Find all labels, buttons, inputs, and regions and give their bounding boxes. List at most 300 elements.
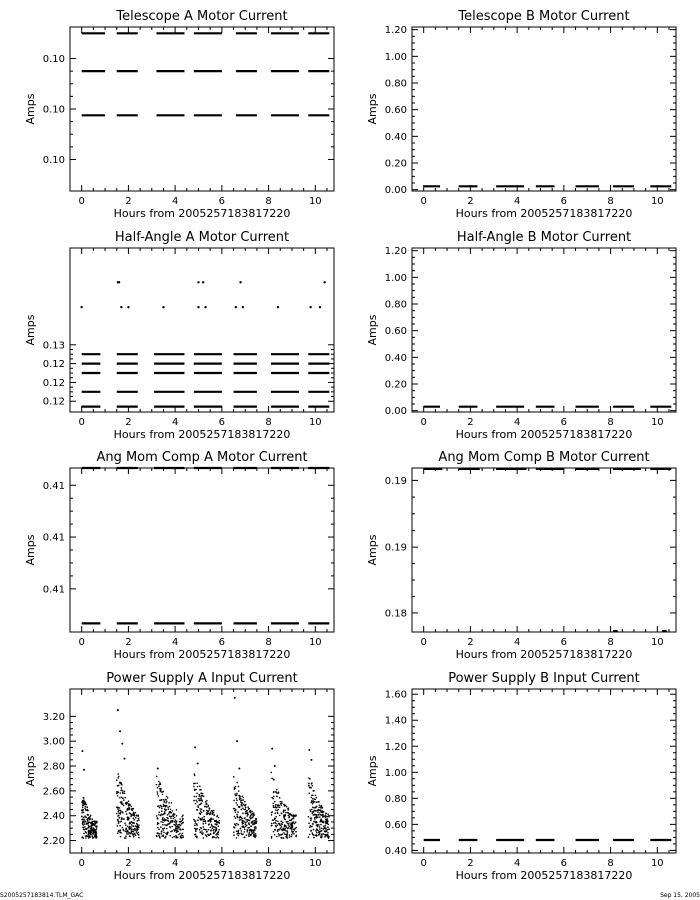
data-point [81,812,83,814]
data-point [197,798,199,800]
data-point [83,827,85,829]
data-point [272,798,274,800]
data-point [204,829,206,831]
data-point [295,836,297,838]
data-point [157,832,159,834]
data-point [124,791,126,793]
data-point [205,834,207,836]
data-point [163,804,165,806]
data-point [167,820,169,822]
data-point [176,823,178,825]
chart-title: Telescope B Motor Current [458,9,630,24]
data-point [271,777,273,779]
data-point [318,831,320,833]
data-point [81,750,83,752]
data-point [199,832,201,834]
data-point [121,803,123,805]
data-point [289,813,291,815]
data-point [202,826,204,828]
data-point [255,835,257,837]
data-point [85,821,87,823]
data-point [323,833,325,835]
data-point [119,817,121,819]
y-tick-label: 0.13 [42,340,65,352]
data-point [281,826,283,828]
data-point [316,832,318,834]
data-point [93,821,95,823]
data-point [236,800,238,802]
data-point [96,827,98,829]
data-point [182,822,184,824]
data-point [82,823,84,825]
data-point [245,807,247,809]
data-point [197,306,199,308]
data-point [291,831,293,833]
data-point [212,827,214,829]
data-point [116,813,118,815]
data-point [239,816,241,818]
x-tick-label: 8 [265,417,272,428]
data-point [203,837,205,839]
data-point [310,830,312,832]
data-point [89,826,91,828]
data-point [124,837,126,839]
data-point [172,810,174,812]
data-point [238,833,240,835]
data-point [164,800,166,802]
data-point [171,826,173,828]
data-point [271,748,273,750]
y-tick-label: 0.60 [384,819,407,831]
data-point [86,819,88,821]
footer-left-text: S2005257183814.TLM_GAC [0,892,84,899]
data-point [196,828,198,830]
data-point [319,804,321,806]
data-point [117,777,119,779]
x-tick-label: 4 [513,417,521,428]
data-point [312,798,314,800]
data-point [233,834,235,836]
data-point [194,746,196,748]
y-tick-label: 0.00 [384,185,407,197]
data-point [133,823,135,825]
data-point [255,833,257,835]
data-point [122,790,124,792]
data-point [290,836,292,838]
data-point [127,306,129,308]
x-tick-label: 10 [308,637,322,648]
data-point [247,829,249,831]
y-tick-label: 0.20 [384,379,407,391]
x-axis-label: Hours from 2005257183817220 [113,428,291,441]
data-point [214,820,216,822]
y-tick-label: 1.00 [384,767,407,779]
y-axis-label: Amps [24,93,37,125]
data-point [202,817,204,819]
data-point [171,802,173,804]
data-point [325,834,327,836]
data-point [87,814,89,816]
data-point [318,814,320,816]
plot-frame [412,468,676,632]
data-point [213,830,215,832]
data-point [324,827,326,829]
data-point [91,830,93,832]
data-point [168,823,170,825]
data-point [279,828,281,830]
data-point [235,786,237,788]
x-tick-label: 8 [265,637,272,648]
data-point [93,837,95,839]
data-point [278,791,280,793]
data-point [291,825,293,827]
data-point [205,820,207,822]
x-tick-label: 10 [650,858,664,869]
data-point [281,823,283,825]
data-point [209,820,211,822]
y-tick-label: 0.40 [384,131,407,143]
data-point [308,816,310,818]
data-point [283,811,285,813]
data-point [157,787,159,789]
data-point [233,808,235,810]
data-point [160,821,162,823]
data-point [272,819,274,821]
data-point [236,798,238,800]
data-point [93,823,95,825]
data-point [137,834,139,836]
x-axis-label: Hours from 2005257183817220 [113,648,291,661]
data-point [291,834,293,836]
data-point [285,828,287,830]
data-point [125,802,127,804]
data-point [251,811,253,813]
data-point [240,819,242,821]
data-point [125,828,127,830]
data-point [291,829,293,831]
data-point [87,809,89,811]
data-point [242,306,244,308]
data-point [275,825,277,827]
data-point [86,832,88,834]
data-point [208,829,210,831]
data-point [117,773,119,775]
data-point [170,811,172,813]
data-point [197,786,199,788]
data-point [138,837,140,839]
data-point [91,824,93,826]
data-point [317,826,319,828]
data-point [117,832,119,834]
data-point [167,831,169,833]
data-point [120,801,122,803]
data-point [137,824,139,826]
data-point [120,836,122,838]
data-point [170,809,172,811]
data-point [84,808,86,810]
data-point [177,831,179,833]
data-point [280,821,282,823]
data-point [286,833,288,835]
data-point [281,813,283,815]
data-point [179,826,181,828]
data-point [156,784,158,786]
data-point [272,803,274,805]
data-point [316,806,318,808]
data-point [130,823,132,825]
data-point [213,826,215,828]
data-point [170,822,172,824]
y-tick-label: 1.20 [384,246,407,258]
data-point [82,804,84,806]
data-point [158,823,160,825]
data-point [274,829,276,831]
data-point [244,828,246,830]
data-point [174,819,176,821]
x-tick-label: 6 [560,637,568,648]
data-point [125,824,127,826]
data-point [319,306,321,308]
data-point [288,827,290,829]
data-point [213,814,215,816]
data-point [294,829,296,831]
data-point [120,810,122,812]
data-point [88,836,90,838]
data-point [195,835,197,837]
data-point [275,804,277,806]
data-point [235,817,237,819]
data-point [118,776,120,778]
data-point [166,800,168,802]
data-point [238,790,240,792]
data-point [117,808,119,810]
data-point [206,829,208,831]
data-point [134,830,136,832]
data-point [238,831,240,833]
data-point [237,815,239,817]
data-point [176,828,178,830]
data-point [327,826,329,828]
data-point [197,805,199,807]
data-point [195,789,197,791]
data-point [210,818,212,820]
data-point [312,803,314,805]
data-point [174,817,176,819]
data-point [308,836,310,838]
y-tick-label: 2.80 [42,761,65,773]
data-point [212,818,214,820]
data-point [208,823,210,825]
data-point [158,835,160,837]
data-point [119,797,121,799]
x-tick-label: 0 [78,858,85,869]
data-point [245,822,247,824]
y-axis-label: Amps [24,755,37,787]
data-point [127,826,129,828]
data-point [233,826,235,828]
data-point [205,822,207,824]
data-point [213,836,215,838]
data-point [327,816,329,818]
data-point [122,792,124,794]
data-point [156,815,158,817]
data-point [284,805,286,807]
data-point [321,837,323,839]
data-point [320,821,322,823]
data-point [233,831,235,833]
data-point [199,795,201,797]
x-tick-label: 10 [650,417,664,428]
data-point [213,810,215,812]
data-point [124,830,126,832]
data-point [166,824,168,826]
y-tick-label: 0.18 [384,608,407,620]
y-tick-label: 0.20 [384,158,407,170]
data-point [274,834,276,836]
data-point [218,817,220,819]
y-tick-label: 1.00 [384,51,407,63]
data-point [287,809,289,811]
data-point [207,813,209,815]
data-point [284,818,286,820]
data-point [288,824,290,826]
data-point [271,825,273,827]
data-point [162,799,164,801]
data-point [80,306,82,308]
x-tick-label: 10 [308,196,322,207]
data-point [317,824,319,826]
data-point [283,832,285,834]
data-point [158,781,160,783]
data-point [134,833,136,835]
data-point [234,810,236,812]
y-tick-label: 0.41 [42,584,65,596]
data-point [276,796,278,798]
data-point [245,813,247,815]
data-point [202,793,204,795]
y-axis-label: Amps [366,534,379,566]
data-point [119,825,121,827]
data-point [317,811,319,813]
data-point [236,802,238,804]
data-point [217,834,219,836]
x-tick-label: 4 [171,196,179,207]
data-point [121,817,123,819]
data-point [163,832,165,834]
chart-panel-6 [366,450,676,661]
data-point [233,800,235,802]
data-point [182,814,184,816]
data-point [128,807,130,809]
data-point [250,834,252,836]
data-point [320,818,322,820]
data-point [278,833,280,835]
data-point [117,819,119,821]
data-point [89,822,91,824]
x-axis-label: Hours from 2005257183817220 [455,869,633,882]
data-point [124,822,126,824]
x-tick-label: 8 [607,196,614,207]
data-point [327,829,329,831]
data-point [309,793,311,795]
x-tick-label: 2 [467,417,474,428]
chart-panel-8 [366,671,676,882]
data-point [287,831,289,833]
data-point [278,829,280,831]
data-point [137,818,139,820]
plot-frame [70,248,334,412]
data-point [182,836,184,838]
x-axis-label: Hours from 2005257183817220 [455,428,633,441]
data-point [234,788,236,790]
data-point [94,832,96,834]
data-point [248,833,250,835]
data-point [241,805,243,807]
data-point [178,828,180,830]
data-point [89,816,91,818]
data-point [158,812,160,814]
data-point [95,829,97,831]
data-point [193,783,195,785]
data-point [201,812,203,814]
data-point [203,816,205,818]
data-point [130,816,132,818]
data-point [132,834,134,836]
data-point [244,801,246,803]
chart-title: Power Supply B Input Current [448,671,640,686]
y-axis-label: Amps [24,314,37,346]
data-point [164,813,166,815]
x-tick-label: 0 [420,417,427,428]
data-point [316,834,318,836]
data-point [162,828,164,830]
data-point [131,824,133,826]
data-point [255,827,257,829]
x-tick-label: 6 [218,637,226,648]
data-point [176,837,178,839]
data-point [176,832,178,834]
x-tick-label: 10 [308,417,322,428]
data-point [196,801,198,803]
data-point [215,834,217,836]
data-point [127,831,129,833]
data-point [162,794,164,796]
data-point [320,814,322,816]
data-point [286,806,288,808]
data-point [85,806,87,808]
data-point [199,808,201,810]
x-tick-label: 2 [467,858,474,869]
data-point [116,791,118,793]
data-point [83,833,85,835]
data-point [178,834,180,836]
data-point [318,824,320,826]
y-tick-label: 0.12 [42,359,65,371]
plot-frame [412,689,676,853]
data-point [277,804,279,806]
data-point [237,824,239,826]
data-point [283,837,285,839]
data-point [159,807,161,809]
data-point [158,829,160,831]
data-point [122,829,124,831]
y-tick-label: 0.60 [384,105,407,117]
data-point [174,829,176,831]
chart-title: Ang Mom Comp B Motor Current [438,450,650,465]
y-tick-label: 0.60 [384,326,407,338]
chart-panel-5 [24,450,334,661]
data-point [243,799,245,801]
